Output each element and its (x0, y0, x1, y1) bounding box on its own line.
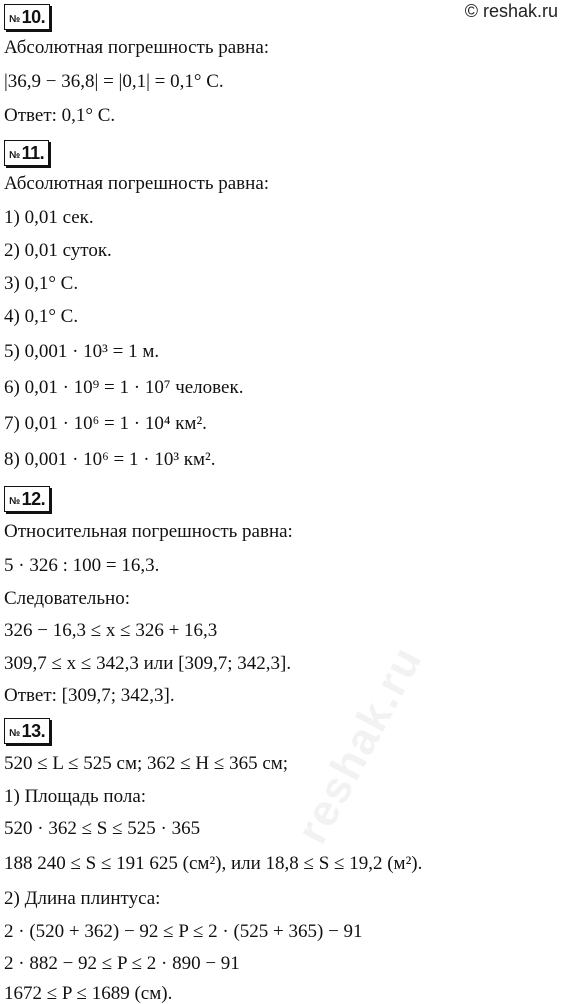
text-line: 2) Длина плинтуса: (4, 888, 161, 909)
formula-line: 326 − 16,3 ≤ x ≤ 326 + 16,3 (4, 620, 218, 641)
formula-line: 5 · 326 : 100 = 16,3. (4, 555, 160, 576)
list-item: 3) 0,1° C. (4, 273, 79, 294)
formula-line: 2 · 882 − 92 ≤ P ≤ 2 · 890 − 91 (4, 953, 240, 974)
formula-line: 2 · (520 + 362) − 92 ≤ P ≤ 2 · (525 + 365) − 91 (4, 921, 363, 942)
list-item: 5) 0,001 · 10³ = 1 м. (4, 341, 160, 362)
text-line: Следовательно: (4, 588, 130, 609)
site-watermark: © reshak.ru (464, 1, 558, 21)
list-item: 8) 0,001 · 10⁶ = 1 · 10³ км². (4, 449, 216, 470)
formula-line: 520 · 362 ≤ S ≤ 525 · 365 (4, 818, 201, 839)
number-sign: № (9, 496, 20, 507)
list-item: 2) 0,01 суток. (4, 240, 112, 261)
problem-number-12: № 12. (4, 486, 50, 512)
problem-number-10: № 10. (4, 4, 50, 30)
answer-line: Ответ: [309,7; 342,3]. (4, 685, 175, 706)
list-item: 4) 0,1° C. (4, 306, 79, 327)
answer-line: Ответ: 0,1° C. (4, 105, 116, 126)
number-sign: № (9, 14, 20, 25)
diagonal-watermark: reshak.ru (287, 637, 433, 852)
list-item: 7) 0,01 · 10⁶ = 1 · 10⁴ км². (4, 413, 207, 434)
text-line: Абсолютная погрешность равна: (4, 173, 270, 194)
text-line: 1) Площадь пола: (4, 786, 147, 807)
formula-line: |36,9 − 36,8| = |0,1| = 0,1° C. (4, 71, 224, 92)
problem-number-13: № 13. (4, 718, 50, 744)
number-sign: № (9, 150, 20, 161)
formula-line: 520 ≤ L ≤ 525 см; 362 ≤ H ≤ 365 см; (4, 753, 289, 774)
formula-line: 188 240 ≤ S ≤ 191 625 (см²), или 18,8 ≤ S ≤ 19,2 (м²). (4, 853, 423, 874)
text-line: Абсолютная погрешность равна: (4, 37, 270, 58)
problem-number-11: № 11. (4, 140, 49, 166)
formula-line: 309,7 ≤ x ≤ 342,3 или [309,7; 342,3]. (4, 653, 292, 674)
list-item: 1) 0,01 сек. (4, 207, 94, 228)
number-sign: № (9, 728, 20, 739)
text-line: Относительная погрешность равна: (4, 521, 293, 542)
list-item: 6) 0,01 · 10⁹ = 1 · 10⁷ человек. (4, 377, 244, 398)
formula-line: 1672 ≤ P ≤ 1689 (см). (4, 983, 173, 1004)
